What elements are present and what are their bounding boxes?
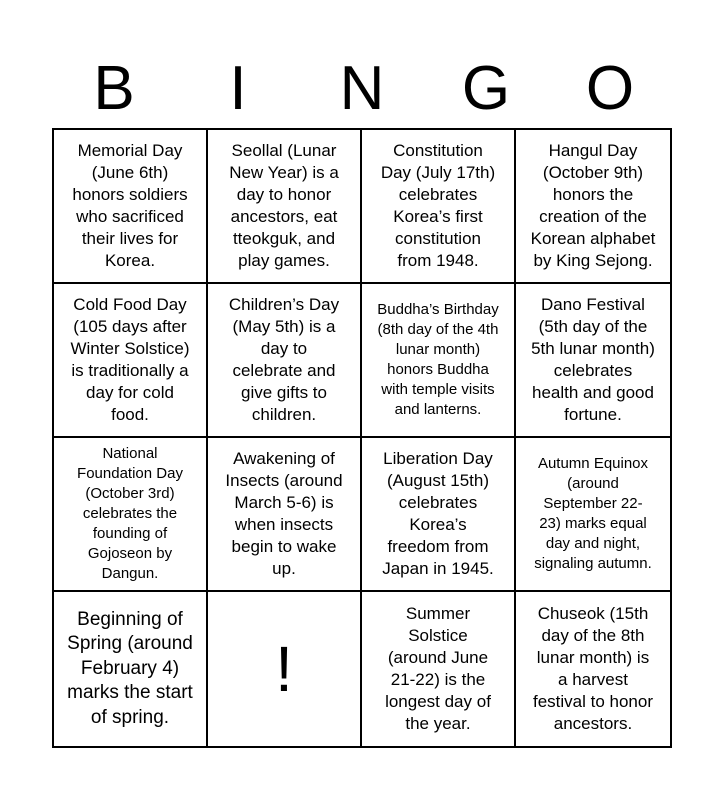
bingo-cell-text: Beginning of Spring (around February 4) marks the start of spring. bbox=[67, 608, 193, 728]
bingo-cell-text: Hangul Day (October 9th) honors the creation of the Korean alphabet by King Sejong. bbox=[530, 141, 656, 270]
bingo-cell[interactable] bbox=[208, 438, 362, 592]
bingo-cell[interactable] bbox=[54, 438, 208, 592]
bingo-header bbox=[52, 52, 672, 126]
bingo-grid bbox=[52, 128, 672, 748]
bingo-cell[interactable] bbox=[208, 284, 362, 438]
bingo-cell-text: Constitution Day (July 17th) celebrates Korea’s first constitution from 1948. bbox=[380, 141, 496, 270]
bingo-cell-text: Summer Solstice (around June 21-22) is the longest day of the year. bbox=[385, 604, 491, 733]
bingo-cell-text: Liberation Day (August 15th) celebrates Korea’s freedom from Japan in 1945. bbox=[382, 449, 494, 578]
bingo-cell-text: Autumn Equinox (around September 22- 23) marks equal day and night, signaling autumn. bbox=[534, 455, 652, 572]
bingo-cell-text: Chuseok (15th day of the 8th lunar month) is a harvest festival to honor ancestors. bbox=[532, 604, 653, 733]
bingo-cell[interactable] bbox=[516, 592, 670, 746]
bingo-cell[interactable] bbox=[54, 284, 208, 438]
bingo-cell[interactable] bbox=[516, 130, 670, 284]
bingo-cell[interactable] bbox=[362, 592, 516, 746]
bingo-cell-text: Cold Food Day (105 days after Winter Solstice) is traditionally a day for cold food. bbox=[70, 295, 190, 424]
bingo-cell[interactable] bbox=[54, 130, 208, 284]
bingo-cell-text: Seollal (Lunar New Year) is a day to honor ancestors, eat tteokguk, and play games. bbox=[229, 141, 339, 270]
bingo-cell[interactable] bbox=[54, 592, 208, 746]
bingo-cell[interactable] bbox=[362, 130, 516, 284]
bingo-cell-text: Dano Festival (5th day of the 5th lunar month) celebrates health and good fortune. bbox=[531, 295, 655, 424]
bingo-cell[interactable] bbox=[362, 438, 516, 592]
bingo-cell-text: Awakening of Insects (around March 5-6) is when insects begin to wake up. bbox=[225, 449, 343, 578]
free-space-cell[interactable] bbox=[208, 592, 362, 746]
header-letter-o: O bbox=[585, 54, 635, 123]
bingo-cell-text: Memorial Day (June 6th) honors soldiers who sacrificed their lives for Korea. bbox=[72, 141, 188, 270]
bingo-cell[interactable] bbox=[516, 438, 670, 592]
bingo-cell[interactable] bbox=[362, 284, 516, 438]
header-letter-g: G bbox=[461, 54, 511, 123]
bingo-cell-text: Buddha’s Birthday (8th day of the 4th lunar month) honors Buddha with temple visits and lanterns. bbox=[377, 301, 499, 418]
bingo-cell[interactable] bbox=[516, 284, 670, 438]
bingo-cell-text: National Foundation Day (October 3rd) celebrates the founding of Gojoseon by Dangun. bbox=[77, 445, 183, 582]
header-letter-i: I bbox=[229, 54, 247, 123]
free-space-mark: ! bbox=[275, 633, 293, 705]
header-letter-b: B bbox=[93, 54, 135, 123]
bingo-cell[interactable] bbox=[208, 130, 362, 284]
header-letter-n: N bbox=[339, 54, 385, 123]
bingo-cell-text: Children’s Day (May 5th) is a day to celebrate and give gifts to children. bbox=[228, 295, 340, 424]
